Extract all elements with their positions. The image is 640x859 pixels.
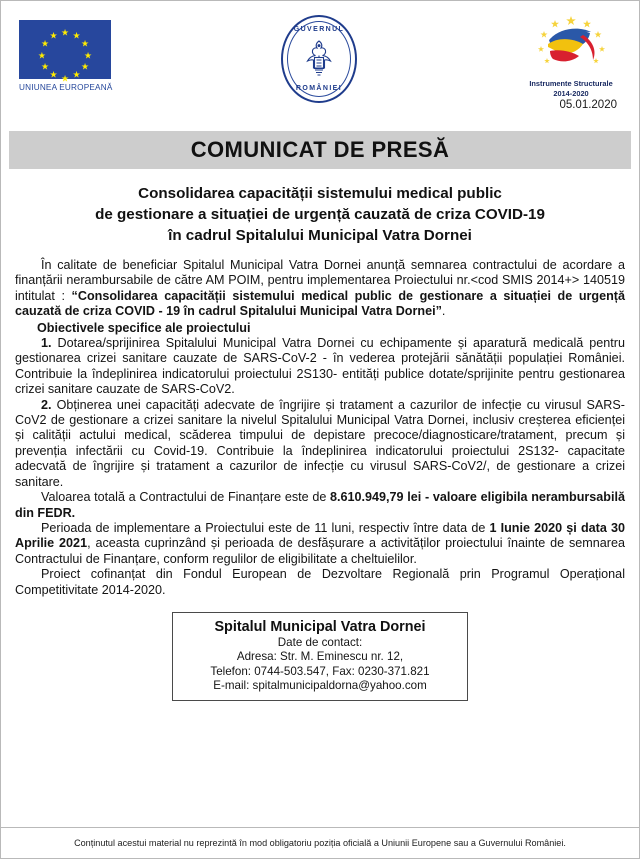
paragraph-intro bbox=[15, 258, 625, 320]
eu-star-icon: ★ bbox=[40, 38, 50, 49]
si-caption-line1: Instrumente Structurale bbox=[529, 79, 613, 88]
eu-star-icon: ★ bbox=[72, 69, 81, 80]
eagle-emblem-icon bbox=[302, 37, 336, 81]
structural-instruments-logo bbox=[517, 13, 625, 98]
government-of-romania-logo bbox=[281, 15, 359, 105]
subtitle-line-1: Consolidarea capacității sistemului medical public bbox=[138, 185, 502, 202]
structural-instruments-caption bbox=[517, 79, 625, 98]
document-date: 05.01.2020 bbox=[559, 99, 617, 111]
eu-star-icon: ★ bbox=[80, 38, 90, 49]
contact-email: E-mail: spitalmunicipaldorna@yahoo.com bbox=[213, 679, 427, 693]
eu-logo-caption: UNIUNEA EUROPEANĂ bbox=[19, 83, 113, 92]
eu-star-icon: ★ bbox=[49, 30, 58, 41]
eu-star-icon: ★ bbox=[49, 69, 58, 80]
eu-star-icon: ★ bbox=[84, 50, 93, 60]
eu-flag-icon bbox=[19, 20, 111, 83]
document-header bbox=[1, 1, 639, 119]
document-body bbox=[15, 258, 625, 598]
eu-star-icon: ★ bbox=[40, 61, 50, 72]
seal-top-text: GUVERNUL bbox=[293, 26, 345, 33]
page-title: COMUNICAT DE PRESĂ bbox=[190, 137, 450, 162]
contact-address: Adresa: Str. M. Eminescu nr. 12, bbox=[236, 650, 404, 664]
contact-label: Date de contact: bbox=[277, 635, 363, 649]
eu-star-icon: ★ bbox=[72, 30, 81, 41]
period-suffix-text: , aceasta cuprinzând și perioada de desfășurare a activităților proiectului înainte de semnarea Contractului de Finanțare, conform regulilor de eligibilitate a cheltuielilor. bbox=[15, 536, 625, 566]
paragraph-implementation-period bbox=[15, 521, 625, 567]
objective-1-number: 1. bbox=[41, 336, 52, 351]
paragraph-cofinancing: Proiect cofinanțat din Fondul European de Dezvoltare Regională prin Programul Operațional Competitivitate 2014-2020. bbox=[15, 567, 625, 597]
european-union-logo bbox=[19, 20, 111, 92]
objective-2-text: Obținerea unei capacități adecvate de îngrijire și tratament a cazurilor de infecție cu virusul SARS-CoV2 de gestionare a crizei sanitare la nivelul Spitalului Municipal Vatra Dornei, inclusiv creșterea eficienței și calității actului medical, scăderea timpului de depistare precoce/diagnosticare/tratament, precum și prevenția infectării cu Covid-19. Contribuie la îndeplinirea indicatorului proiectului 2S132- capacitate adecvată de îngrijire și tratament a cazurilor de infecție cu virusul SARS-CoV2/, de gestionare a crizei sanitare. bbox=[15, 397, 625, 489]
subtitle-line-3: în cadrul Spitalului Municipal Vatra Dornei bbox=[168, 227, 472, 244]
contract-value-amount: 8.610.949,79 lei - valoare eligibila nerambursabilă bbox=[330, 490, 625, 505]
eu-star-icon: ★ bbox=[60, 27, 70, 37]
value-suffix-text: din FEDR. bbox=[15, 505, 76, 520]
value-prefix-text: Valoarea totală a Contractului de Finanțare este de bbox=[41, 490, 331, 505]
objectives-heading: Obiectivele specifice ale proiectului bbox=[37, 320, 251, 335]
government-seal-icon bbox=[281, 15, 357, 103]
intro-suffix-text: . bbox=[441, 304, 446, 319]
intro-prefix-text: În calitate de beneficiar Spitalul Municipal Vatra Dornei anunță semnarea contractului de acordare a finanțării nerambursabile de către AM POIM, pentru implementarea Proiectului nr.<cod SMIS 2014+> 140519 intitulat : bbox=[15, 258, 625, 303]
paragraph-objective-2 bbox=[15, 398, 625, 490]
intro-project-title: “Consolidarea capacității sistemului medical public de gestionare a situației de urgență cauzată de criza COVID - 19 în cadrul Spitalului Municipal Vatra Dornei” bbox=[15, 288, 625, 319]
press-release-title-band bbox=[9, 131, 631, 169]
contact-phone-fax: Telefon: 0744-503.547, Fax: 0230-371.821 bbox=[210, 664, 430, 678]
implementation-period-dates: 1 Iunie 2020 și data 30 Aprilie 2021 bbox=[15, 520, 625, 551]
seal-bottom-text: ROMÂNIEI bbox=[295, 85, 343, 92]
contact-organization-name: Spitalul Municipal Vatra Dornei bbox=[214, 618, 426, 635]
eu-star-icon: ★ bbox=[37, 50, 46, 60]
paragraph-contract-value bbox=[15, 490, 625, 521]
document-subtitle bbox=[19, 183, 621, 246]
eu-star-icon: ★ bbox=[80, 61, 90, 72]
period-prefix-text: Perioada de implementare a Proiectului este de 11 luni, respectiv între data de bbox=[41, 520, 490, 535]
document-footer bbox=[1, 827, 639, 858]
structural-instruments-swoosh-icon bbox=[517, 13, 625, 73]
si-caption-line2: 2014-2020 bbox=[553, 88, 589, 98]
paragraph-objective-1 bbox=[15, 336, 625, 398]
subtitle-line-2: de gestionare a situației de urgență cauzată de criza COVID-19 bbox=[95, 206, 545, 223]
contact-box bbox=[172, 612, 468, 701]
eu-star-icon: ★ bbox=[60, 73, 70, 83]
objective-1-text: Dotarea/sprijinirea Spitalului Municipal Vatra Dornei cu echipamente și aparatură medicală pentru gestionarea crizei sanitare cauzate de SARS-CoV-2 - în vederea protejării sănătății populației României. Contribuie la îndeplinirea indicatorului proiectului 2S130- entități publice dotate/sprijinite pentru gestionarea crizei sanitare cauzate de SARS-CoV2. bbox=[15, 336, 625, 397]
objective-2-number: 2. bbox=[41, 397, 52, 412]
footer-disclaimer: Conținutul acestui material nu reprezintă în mod obligatoriu poziția oficială a Uniunii Europene sau a Guvernului României. bbox=[74, 838, 566, 848]
